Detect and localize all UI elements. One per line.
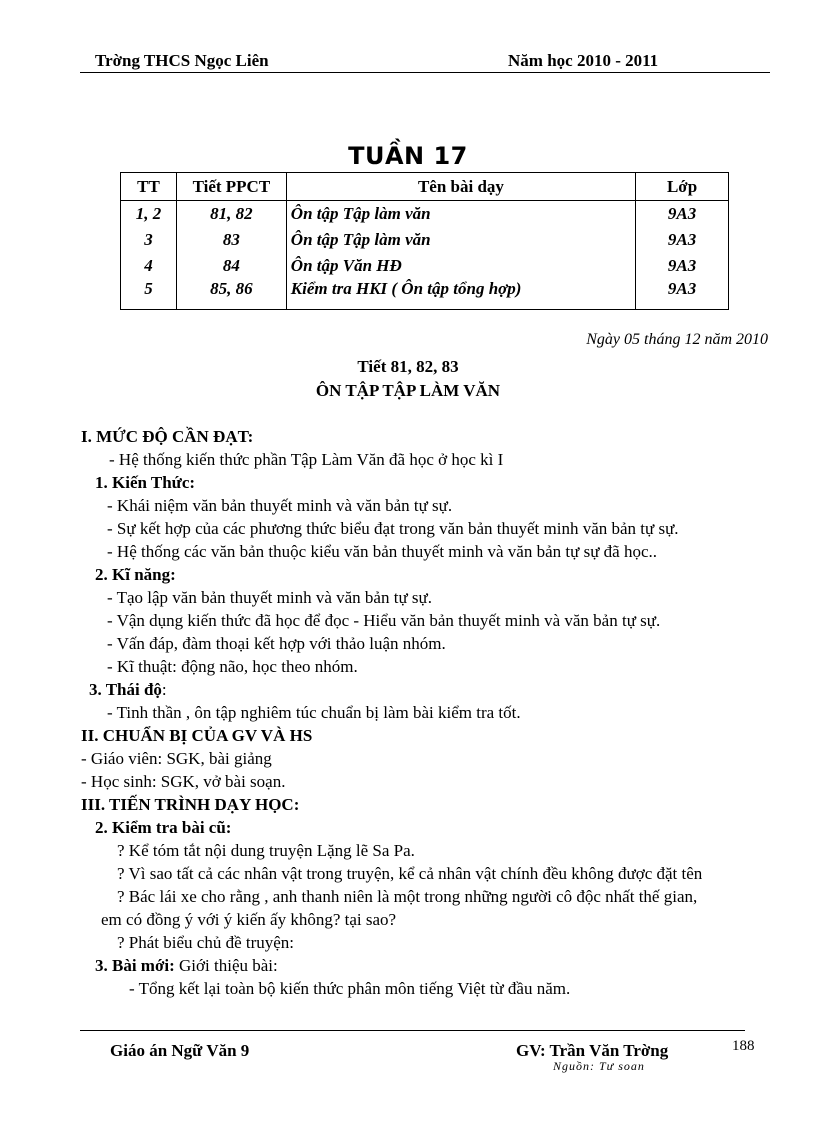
cell-tiet: 84 [176,253,286,279]
school-name: Trờng THCS Ngọc Liên [95,51,269,70]
cell-ten-bai: Ôn tập Văn HĐ [286,253,635,279]
list-item: - Vận dụng kiến thức đã học để đọc - Hiểu văn bản thuyết minh và văn bản tự sự. [107,611,661,630]
footer-teacher: GV: Trần Văn Trờng [516,1041,669,1060]
list-item: - Giáo viên: SGK, bài giảng [81,749,272,768]
column-header-tt: TT [121,173,177,201]
cell-tt: 4 [121,253,177,279]
cell-tt: 5 [121,279,177,310]
subheading-kien-thuc: 1. Kiến Thức: [95,473,196,492]
column-header-lop: Lớp [636,173,729,201]
schedule-header-row [121,173,729,201]
question-item: em có đồng ý với ý kiến ấy không? tại sao? [101,910,397,929]
lesson-periods: Tiết 81, 82, 83 [357,357,459,376]
schedule-table [120,172,729,310]
footer-source: Nguồn: Tư soan [553,1059,645,1073]
table-row [121,201,729,228]
column-header-tiet: Tiết PPCT [176,173,286,201]
subheading-kiem-tra: 2. Kiểm tra bài cũ: [95,818,232,837]
cell-lop: 9A3 [636,227,729,253]
column-header-ten-bai: Tên bài dạy [286,173,635,201]
list-item: - Sự kết hợp của các phương thức biểu đạt trong văn bản thuyết minh văn bản tự sự. [107,519,679,538]
cell-tt: 3 [121,227,177,253]
cell-lop: 9A3 [636,201,729,228]
question-item: ? Vì sao tất cả các nhân vật trong truyện, kể cả nhân vật chính đều không được đặt tên [117,864,703,883]
cell-lop: 9A3 [636,279,729,310]
section-heading-chuan-bi: II. CHUẨN BỊ CỦA GV VÀ HS [81,726,313,745]
table-row [121,227,729,253]
page-number: 188 [732,1038,755,1054]
subheading-bai-moi-text: Giới thiệu bài: [174,956,278,975]
lesson-title: ÔN TẬP TẬP LÀM VĂN [315,381,501,400]
list-item: - Vấn đáp, đàm thoại kết hợp với thảo luận nhóm. [107,634,446,653]
table-row [121,253,729,279]
cell-ten-bai: Ôn tập Tập làm văn [286,227,635,253]
list-item: - Học sinh: SGK, vở bài soạn. [81,772,286,791]
table-row [121,279,729,310]
list-item: - Khái niệm văn bản thuyết minh và văn bản tự sự. [107,496,453,515]
question-item: ? Kể tóm tắt nội dung truyện Lặng lẽ Sa Pa. [117,841,415,860]
cell-tt: 1, 2 [121,201,177,228]
section-heading-tien-trinh: III. TIẾN TRÌNH DẠY HỌC: [81,795,300,814]
section-heading-muc-do: I. MỨC ĐỘ CẦN ĐẠT: [81,427,254,446]
cell-lop: 9A3 [636,253,729,279]
subheading-thai-do [89,680,167,700]
cell-ten-bai: Ôn tập Tập làm văn [286,201,635,228]
question-item: ? Phát biểu chủ đề truyện: [117,933,295,952]
date-line: Ngày 05 tháng 12 năm 2010 [586,331,768,348]
header-rule [80,72,770,73]
school-year: Năm học 2010 - 2011 [508,51,659,70]
cell-ten-bai: Kiểm tra HKI ( Ôn tập tổng hợp) [286,279,635,310]
list-item: - Tổng kết lại toàn bộ kiến thức phân môn tiếng Việt từ đầu năm. [129,979,571,998]
list-item: - Tinh thần , ôn tập nghiêm túc chuẩn bị làm bài kiểm tra tốt. [107,703,521,722]
list-item: - Hệ thống các văn bản thuộc kiểu văn bản thuyết minh và văn bản tự sự đã học.. [107,542,657,561]
subheading-bai-moi-label: 3. Bài mới: [95,956,175,975]
question-item: ? Bác lái xe cho rằng , anh thanh niên là một trong những người cô độc nhất thế gian, [117,887,698,906]
week-title: TUẦN 17 [348,142,468,170]
subheading-thai-do-label: 3. Thái độ [89,680,162,699]
cell-tiet: 85, 86 [176,279,286,310]
subheading-thai-do-colon: : [161,680,167,699]
list-item: - Kĩ thuật: động não, học theo nhóm. [107,657,358,676]
section-intro: - Hệ thống kiến thức phần Tập Làm Văn đã học ở học kì I [109,450,504,469]
cell-tiet: 83 [176,227,286,253]
subheading-ki-nang: 2. Kĩ năng: [95,565,176,584]
cell-tiet: 81, 82 [176,201,286,228]
list-item: - Tạo lập văn bản thuyết minh và văn bản tự sự. [107,588,432,607]
subheading-bai-moi [95,956,278,976]
footer-title: Giáo án Ngữ Văn 9 [110,1041,250,1060]
footer-rule [80,1030,745,1031]
